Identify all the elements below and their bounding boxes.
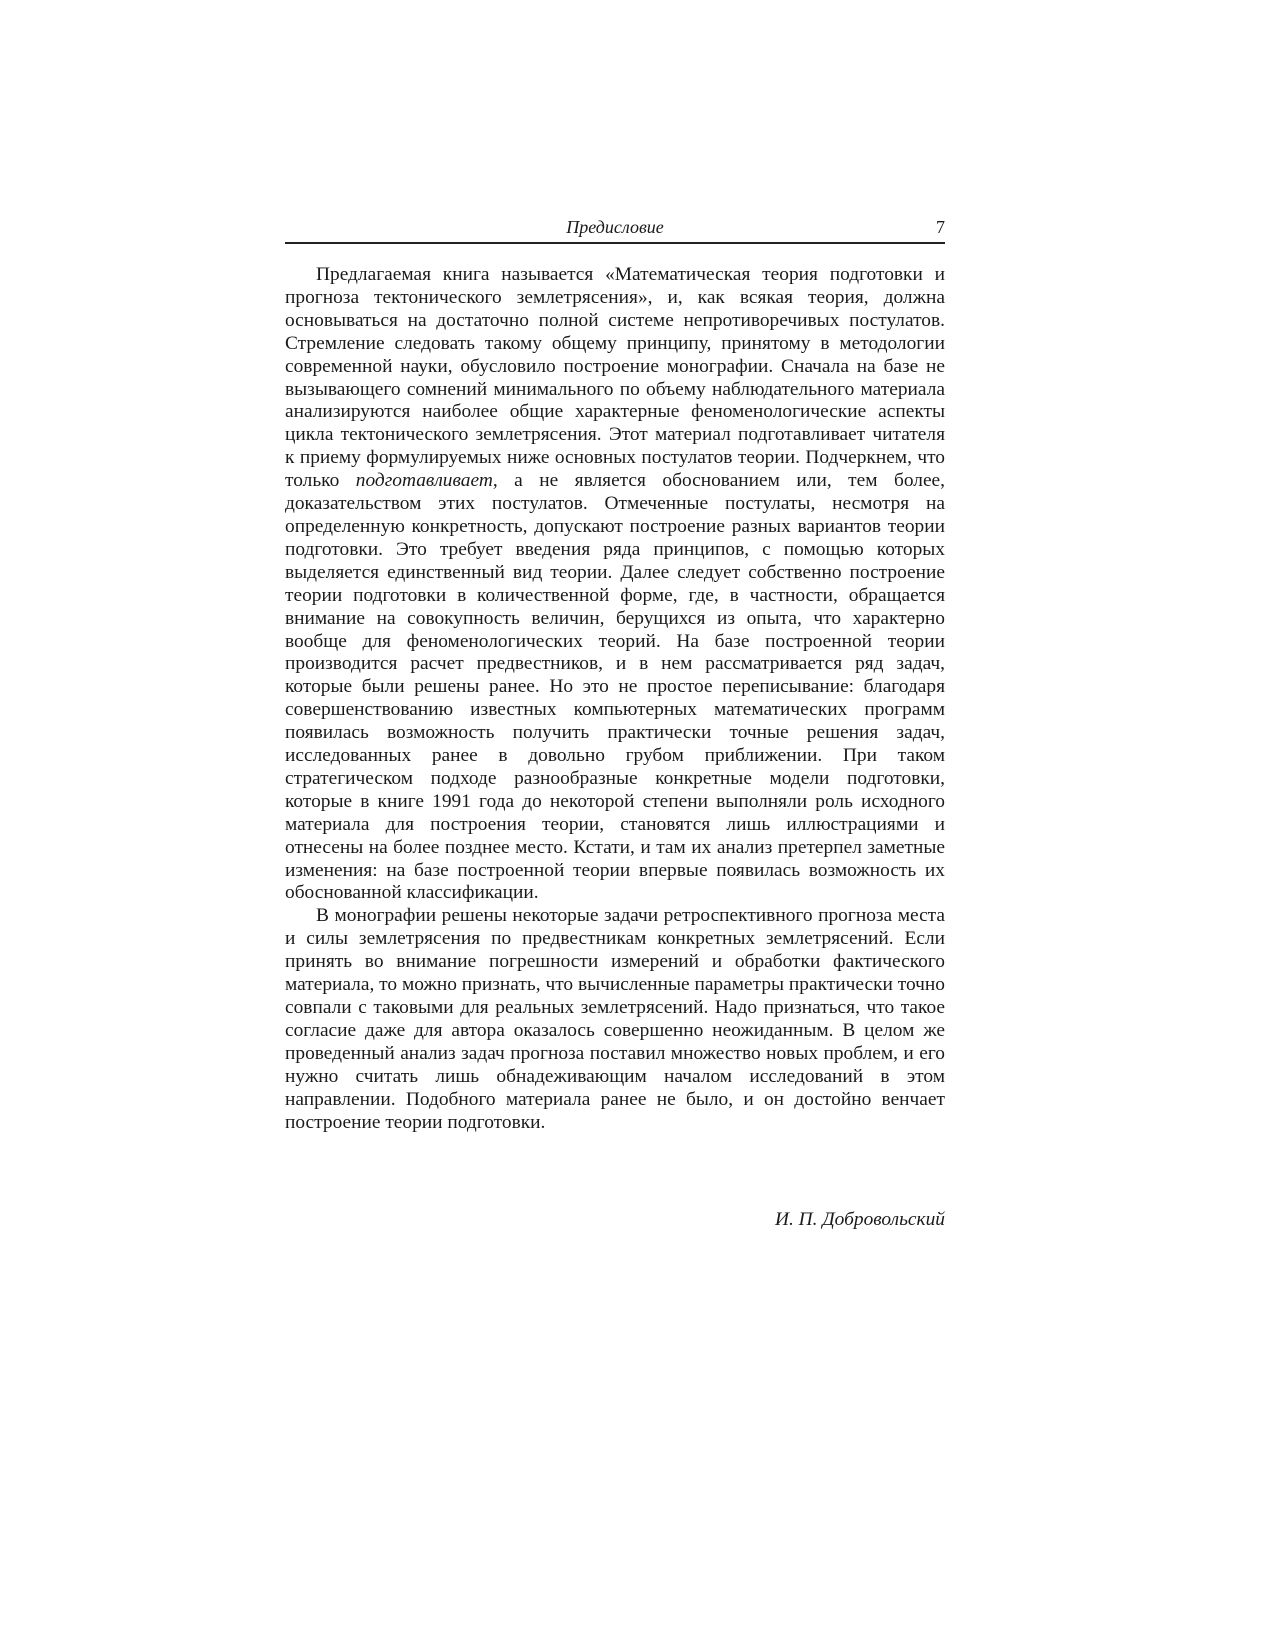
page-number: 7: [936, 217, 945, 237]
paragraph-1-emphasis: подготавливает: [355, 470, 493, 492]
page-header: [285, 216, 945, 244]
paragraph-1-text-start: Предлагаемая книга называется «Математическая теория подготовки и прогноза тектонического землетрясения», и, как всякая теория, должна основываться на достаточно полной системе непротиворечивых постулатов. Стремление следовать такому общему принципу, принятому в методологии современной науки, обусловило построение монографии. Сначала на базе не вызывающего сомнений минимального по объему наблюдательного материала анализируются наиболее общие характерные феноменологические аспекты цикла тектонического землетрясения. Этот материал подготавливает читателя к приему формулируемых ниже основных постулатов теории. Подчеркнем, что только: [285, 264, 945, 492]
paragraph-1: [285, 264, 945, 905]
author-signature: И. П. Добровольский: [774, 1209, 945, 1230]
paragraph-2: В монографии решены некоторые задачи ретроспективного прогноза места и силы землетрясения по предвестникам конкретных землетрясений. Если принять во внимание погрешности измерений и обработки фактического материала, то можно признать, что вычисленные параметры практически точно совпали с таковыми для реальных землетрясений. Надо признаться, что такое согласие даже для автора оказалось совершенно неожиданным. В целом же проведенный анализ задач прогноза поставил множество новых проблем, и его нужно считать лишь обнадеживающим началом исследований в этом направлении. Подобного материала ранее не было, и он достойно венчает построение теории подготовки.: [285, 905, 945, 1133]
body-text: [285, 264, 945, 1134]
running-title: Предисловие: [566, 217, 664, 237]
paragraph-1-text-end: , а не является обоснованием или, тем более, доказательством этих постулатов. Отмеченные постулаты, несмотря на определенную конкретность, допускают построение разных вариантов теории подготовки. Это требует введения ряда принципов, с помощью которых выделяется единственный вид теории. Далее следует собственно построение теории подготовки в количественной форме, где, в частности, обращается внимание на совокупность величин, берущихся из опыта, что характерно вообще для феноменологических теорий. На базе построенной теории производится расчет предвестников, и в нем рассматривается ряд задач, которые были решены ранее. Но это не простое переписывание: благодаря совершенствованию известных компьютерных математических программ появилась возможность получить практически точные решения задач, исследованных ранее в довольно грубом приближении. При таком стратегическом подходе разнообразные конкретные модели подготовки, которые в книге 1991 года до некоторой степени выполняли роль исходного материала для построения теории, становятся лишь иллюстрациями и отнесены на более позднее место. Кстати, и там их анализ претерпел заметные изменения: на базе построенной теории впервые появилась возможность их обоснованной классификации.: [285, 470, 946, 904]
